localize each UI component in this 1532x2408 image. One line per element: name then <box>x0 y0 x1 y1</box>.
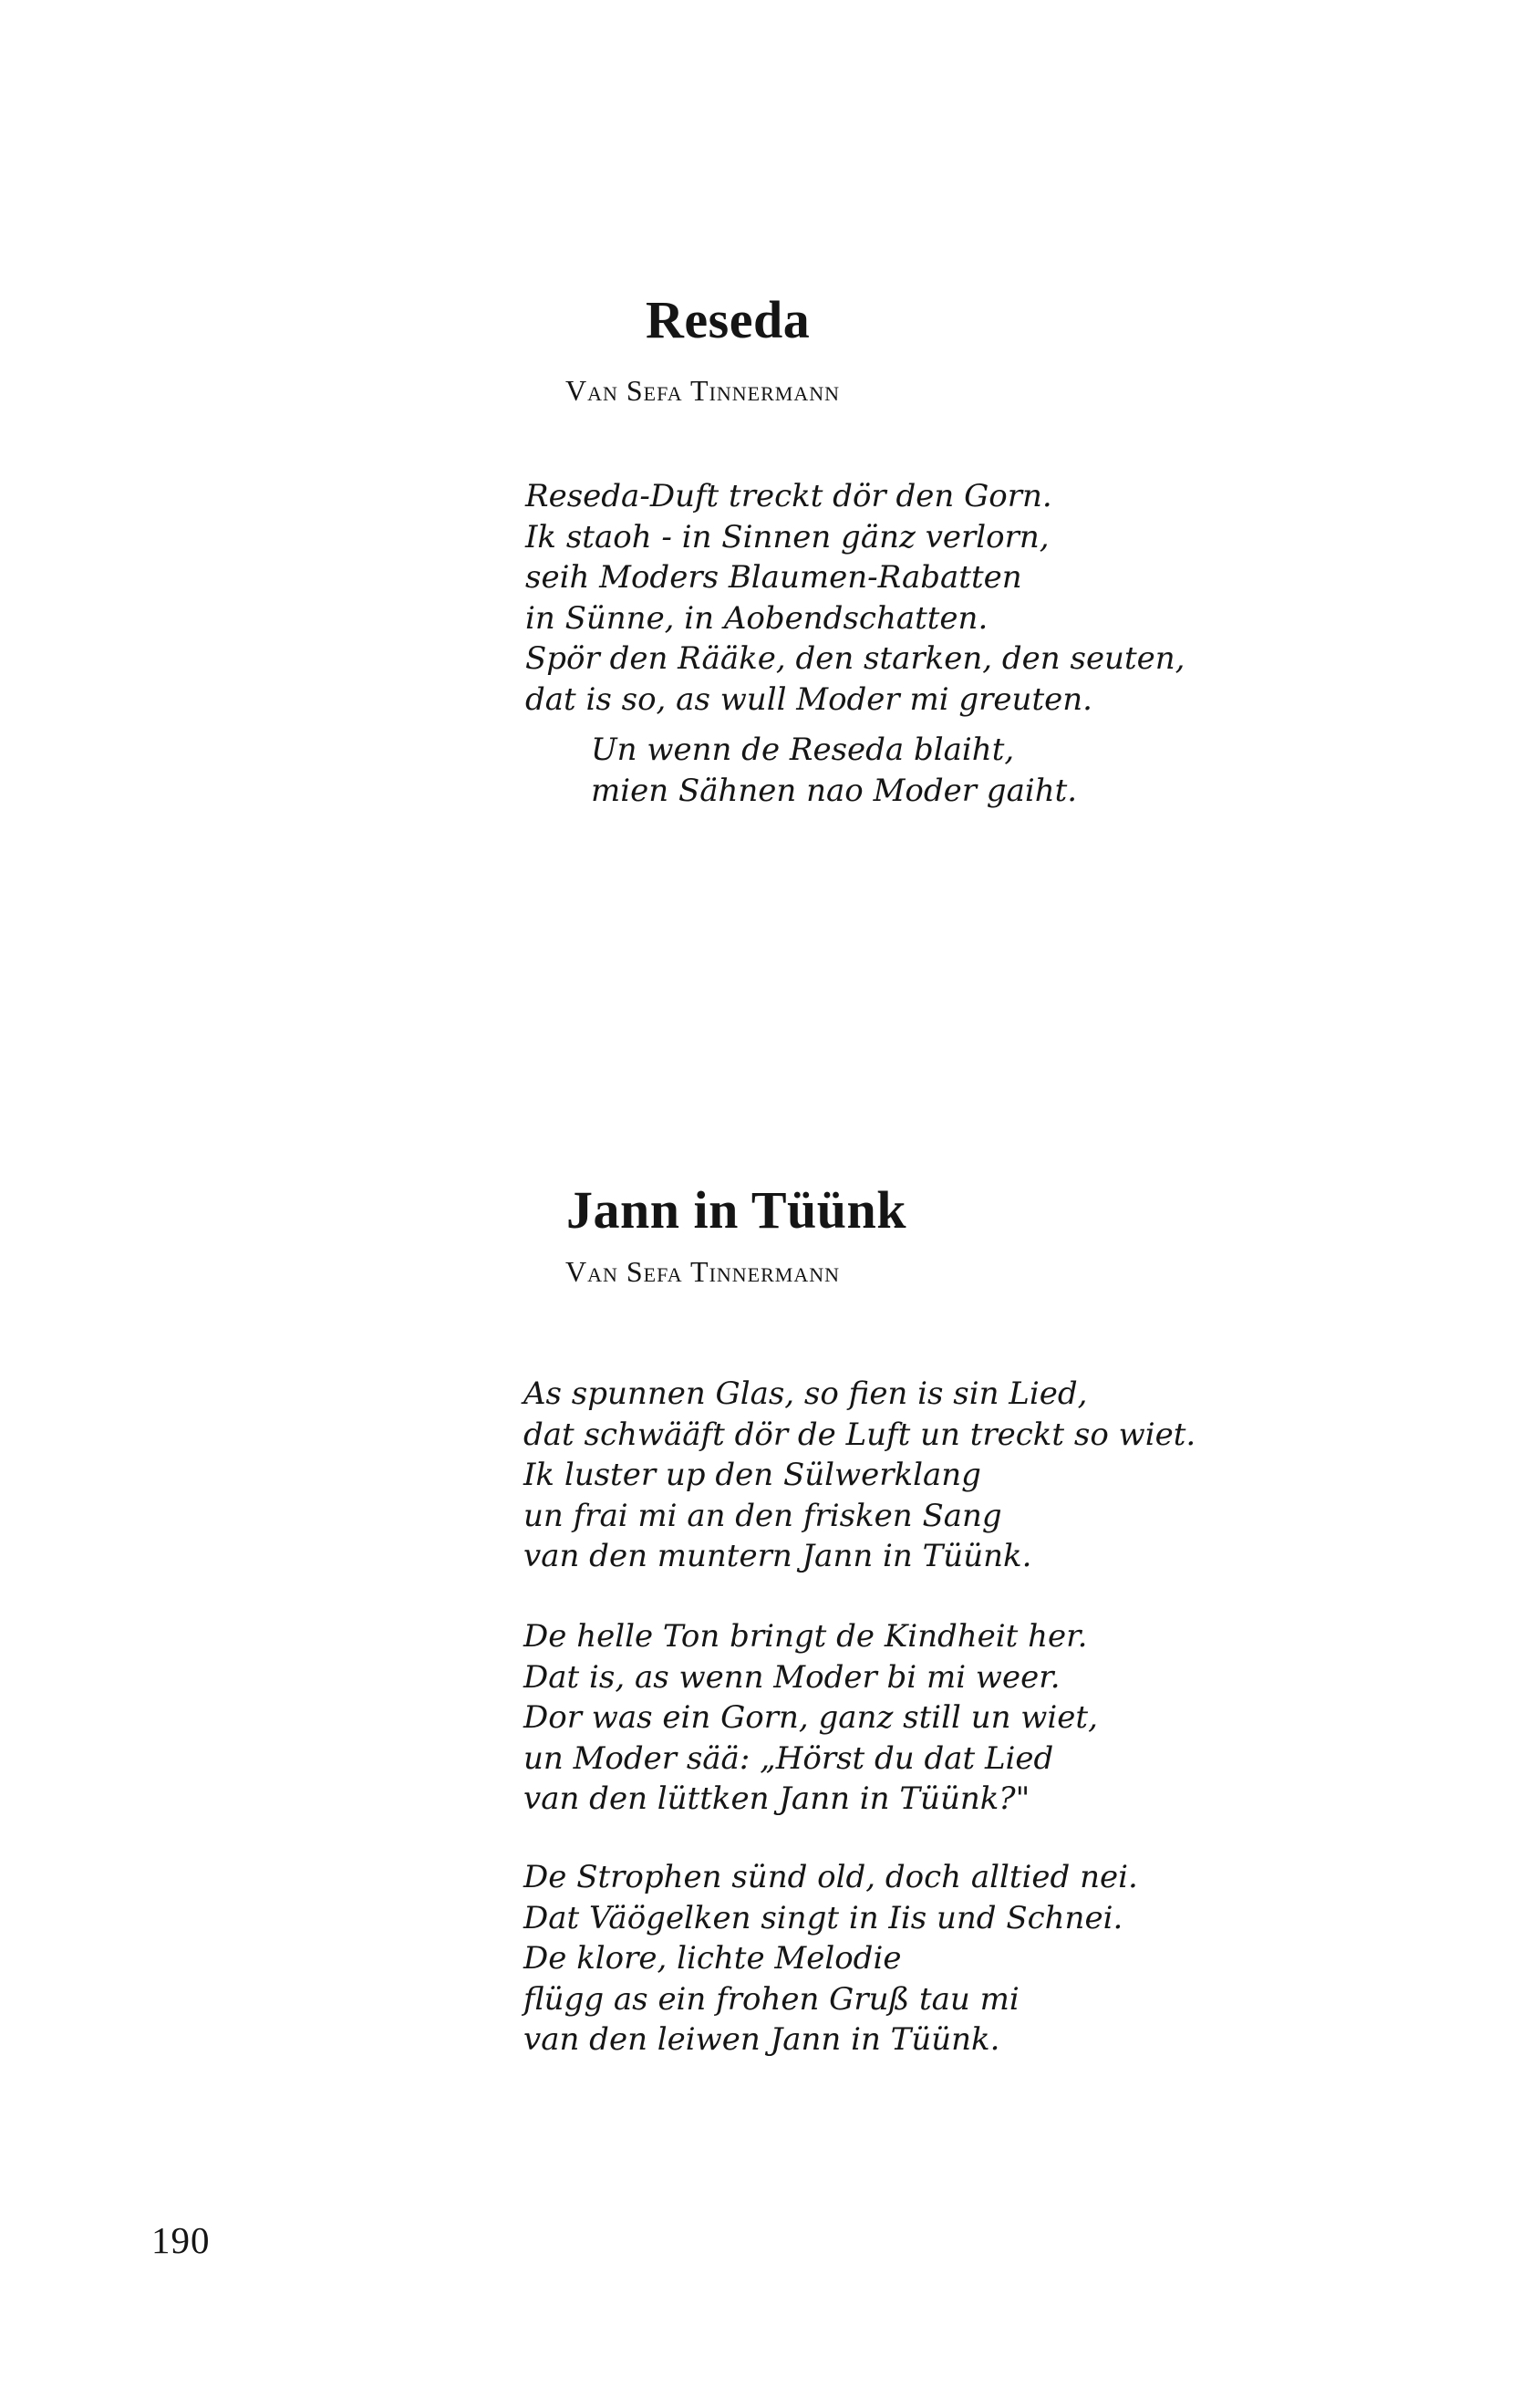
page-number: 190 <box>151 2219 211 2261</box>
poem-stanza-jann-3 <box>523 1857 1138 2060</box>
poem-title-jann-in-tuunk: Jann in Tüünk <box>566 1180 907 1240</box>
poem-line: mien Sähnen nao Moder gaiht. <box>591 772 1078 809</box>
poem-line: Ik staoh - in Sinnen gänz verlorn, <box>525 518 1050 555</box>
poem-stanza-reseda-1 <box>525 476 1185 720</box>
poem-line: un Moder sää: „Hörst du dat Lied <box>523 1739 1054 1777</box>
poem-byline-reseda: Van Sefa Tinnermann <box>565 374 841 407</box>
poem-line: Spör den Rääke, den starken, den seuten, <box>525 640 1185 677</box>
poem-line: un frai mi an den frisken Sang <box>523 1497 1002 1534</box>
poem-byline-jann-in-tuunk: Van Sefa Tinnermann <box>565 1255 841 1288</box>
poem-line: dat is so, as wull Moder mi greuten. <box>525 680 1092 718</box>
poem-line: De Strophen sünd old, doch alltied nei. <box>523 1859 1138 1895</box>
poem-line: Reseda-Duft treckt dör den Gorn. <box>525 478 1052 514</box>
poem-line: van den lüttken Jann in Tüünk?" <box>523 1780 1030 1817</box>
poem-line: Ik luster up den Sülwerklang <box>523 1457 981 1493</box>
poem-line: Dor was ein Gorn, ganz still un wiet, <box>523 1699 1098 1736</box>
poem-line: van den muntern Jann in Tüünk. <box>523 1538 1032 1574</box>
poem-stanza-jann-1 <box>523 1374 1196 1577</box>
poem-line: Dat Väögelken singt in Iis und Schnei. <box>523 1899 1123 1936</box>
poem-stanza-jann-2 <box>523 1616 1098 1820</box>
poem-title-reseda: Reseda <box>646 290 811 349</box>
poem-line: in Sünne, in Aobendschatten. <box>525 599 989 637</box>
poem-line: flügg as ein frohen Gruß tau mi <box>523 1980 1020 2018</box>
poem-line: Dat is, as wenn Moder bi mi weer. <box>523 1658 1061 1696</box>
poem-line: dat schwääft dör de Luft un treckt so wiet. <box>523 1416 1196 1453</box>
poem-line: Un wenn de Reseda blaiht, <box>591 732 1015 768</box>
poem-refrain-reseda <box>591 730 1077 811</box>
poem-line: As spunnen Glas, so fien is sin Lied, <box>523 1375 1088 1412</box>
poem-line: seih Moders Blaumen-Rabatten <box>525 559 1022 596</box>
poem-line: van den leiwen Jann in Tüünk. <box>523 2021 1000 2058</box>
poem-line: De helle Ton bringt de Kindheit her. <box>523 1618 1088 1655</box>
poem-line: De klore, lichte Melodie <box>523 1940 902 1977</box>
